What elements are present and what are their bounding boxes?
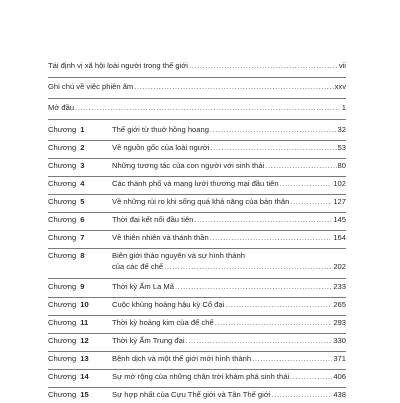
toc-front-entry[interactable] (48, 83, 346, 95)
chapter-word: Chương (48, 318, 77, 327)
chapter-label (48, 355, 89, 363)
toc-entry-page: xxv (334, 82, 346, 91)
chapter-word: Chương (48, 336, 77, 345)
chapter-number: 5 (80, 197, 85, 206)
divider (48, 297, 346, 298)
toc-entry-title: Bệnh dịch và một thế giới mới hình thành (112, 354, 252, 363)
toc-entry-title: Mở đầu (48, 103, 75, 112)
divider (48, 248, 346, 249)
toc-leader-dots (210, 126, 337, 134)
toc-entry-page: 127 (333, 197, 346, 206)
toc-entry-title-line2: của các đế chế (112, 262, 164, 271)
toc-front-entry[interactable] (48, 62, 346, 74)
toc-entry-page: vii (338, 61, 346, 70)
toc-entry-title: Cuộc khủng hoảng hậu kỳ Cổ đại (112, 300, 225, 309)
toc-leader-dots (225, 301, 332, 309)
chapter-number: 8 (80, 251, 85, 260)
toc-leader-dots (75, 104, 341, 112)
toc-entry-page: 293 (333, 318, 346, 327)
chapter-number: 1 (80, 125, 85, 134)
chapter-word: Chương (48, 251, 77, 260)
chapter-label (48, 234, 84, 242)
toc-entry-title: Sự mở rộng của những chân trời khám phá sinh thái (112, 372, 290, 381)
toc-entry-page: 80 (337, 161, 346, 170)
chapter-word: Chương (48, 179, 77, 188)
toc-entry-page: 330 (333, 336, 346, 345)
toc-chapter-entry[interactable] (48, 180, 346, 192)
chapter-word: Chương (48, 161, 77, 170)
divider (48, 278, 346, 279)
toc-entry-title: Thời đại kết nối đầu tiên (112, 215, 194, 224)
toc-entry-title: Về thiên nhiên và thánh thần (112, 233, 209, 242)
divider (48, 387, 346, 388)
toc-chapter-entry[interactable] (48, 216, 346, 228)
divider (48, 194, 346, 195)
toc-leader-dots (290, 373, 332, 381)
toc-entry-page: 102 (333, 179, 346, 188)
chapter-label (48, 198, 84, 206)
divider (48, 351, 346, 352)
divider (48, 176, 346, 177)
toc-entry-title: Về nguồn gốc của loài người (112, 143, 210, 152)
toc-entry-page: 438 (333, 390, 346, 399)
chapter-label (48, 144, 84, 152)
chapter-label (48, 180, 84, 188)
toc-leader-dots (194, 216, 332, 224)
chapter-number: 12 (80, 336, 89, 345)
divider (48, 98, 346, 99)
chapter-number: 13 (80, 354, 89, 363)
toc-leader-dots (280, 180, 333, 188)
toc-entry-page: 1 (341, 103, 346, 112)
divider (48, 77, 346, 78)
toc-chapter-entry[interactable] (48, 283, 346, 295)
toc-entry-title: Thời kỳ hoàng kim của đế chế (112, 318, 214, 327)
toc-entry-title: Thế giới từ thuở hồng hoang (112, 125, 209, 134)
chapter-word: Chương (48, 300, 77, 309)
divider (48, 315, 346, 316)
chapter-number: 6 (80, 215, 85, 224)
toc-leader-dots (272, 391, 333, 399)
toc-chapter-entry[interactable] (48, 355, 346, 367)
chapter-label (48, 216, 84, 224)
chapter-word: Chương (48, 197, 77, 206)
chapter-number: 4 (80, 179, 85, 188)
divider (48, 140, 346, 141)
toc-entry-title: Ghi chú về việc phiên âm (48, 82, 134, 91)
divider (48, 369, 346, 370)
toc-entry-title: Tái định vị xã hội loài người trong thế giới (48, 61, 188, 70)
toc-entry-page: 145 (333, 215, 346, 224)
chapter-label (48, 337, 89, 345)
chapter-number: 14 (80, 372, 89, 381)
divider (48, 333, 346, 334)
chapter-word: Chương (48, 354, 77, 363)
chapter-word: Chương (48, 125, 77, 134)
toc-leader-dots (210, 144, 336, 152)
toc-leader-dots (134, 83, 333, 91)
toc-leader-dots (164, 263, 332, 271)
chapter-label (48, 391, 89, 399)
toc-entry-page: 53 (337, 143, 346, 152)
toc-chapter-entry[interactable] (48, 319, 346, 331)
toc-entry-page: 371 (333, 354, 346, 363)
toc-leader-dots (215, 319, 333, 327)
toc-entry-title: Thời kỳ Ấm Trung đại (112, 336, 185, 345)
chapter-label (48, 162, 84, 170)
toc-entry-page: 202 (333, 262, 346, 271)
toc-chapter-entry[interactable] (48, 301, 346, 313)
chapter-word: Chương (48, 233, 77, 242)
divider (48, 230, 346, 231)
toc-entry-title: Thời kỳ Ấm La Mã (112, 282, 174, 291)
toc-leader-dots (186, 337, 333, 345)
divider (48, 158, 346, 159)
chapter-number: 11 (80, 318, 89, 327)
chapter-label (48, 319, 88, 327)
toc-entry-title: Các thành phố và mạng lưới thương mại đầu tiên (112, 179, 279, 188)
chapter-number: 9 (80, 282, 85, 291)
toc-entry-page: 164 (333, 233, 346, 242)
toc-chapter-entry[interactable] (48, 144, 346, 156)
toc-entry-page: 32 (337, 125, 346, 134)
chapter-number: 7 (80, 233, 85, 242)
toc-entry-title: Về những rủi ro khi sống quá khả năng của bản thân (112, 197, 290, 206)
toc-chapter-entry[interactable] (48, 234, 346, 246)
toc-entry-title-line1: Biên giới thảo nguyên và sự hình thành (112, 251, 245, 260)
chapter-label (48, 126, 84, 134)
toc-leader-dots (290, 198, 332, 206)
chapter-word: Chương (48, 215, 77, 224)
chapter-word: Chương (48, 282, 77, 291)
chapter-word: Chương (48, 143, 77, 152)
toc-chapter-entry[interactable] (48, 391, 346, 403)
toc-chapter-entry[interactable] (48, 198, 346, 210)
toc-chapter-entry[interactable] (48, 373, 346, 385)
toc-entry-page: 406 (333, 372, 346, 381)
chapter-label (48, 283, 84, 291)
chapter-label (48, 252, 84, 260)
chapter-number: 3 (80, 161, 85, 170)
chapter-word: Chương (48, 390, 77, 399)
toc-entry-title: Sự hợp nhất của Cựu Thế giới và Tân Thế giới (112, 390, 271, 399)
toc-entry-page: 265 (333, 300, 346, 309)
toc-front-entry[interactable] (48, 104, 346, 116)
toc-leader-dots (210, 234, 333, 242)
toc-entry-title: Những tương tác của con người với sinh thái (112, 161, 265, 170)
divider (48, 212, 346, 213)
chapter-label (48, 373, 89, 381)
divider (48, 119, 346, 120)
toc-leader-dots (252, 355, 332, 363)
chapter-label (48, 301, 89, 309)
toc-entry-page: 233 (333, 282, 346, 291)
toc-leader-dots (189, 62, 338, 70)
toc-chapter-entry[interactable] (48, 252, 346, 278)
chapter-word: Chương (48, 372, 77, 381)
chapter-number: 10 (80, 300, 89, 309)
toc-chapter-entry[interactable] (48, 162, 346, 174)
toc-leader-dots (265, 162, 336, 170)
toc-chapter-entry[interactable] (48, 126, 346, 138)
toc-chapter-entry[interactable] (48, 337, 346, 349)
toc-leader-dots (175, 283, 332, 291)
chapter-number: 15 (80, 390, 89, 399)
chapter-number: 2 (80, 143, 85, 152)
